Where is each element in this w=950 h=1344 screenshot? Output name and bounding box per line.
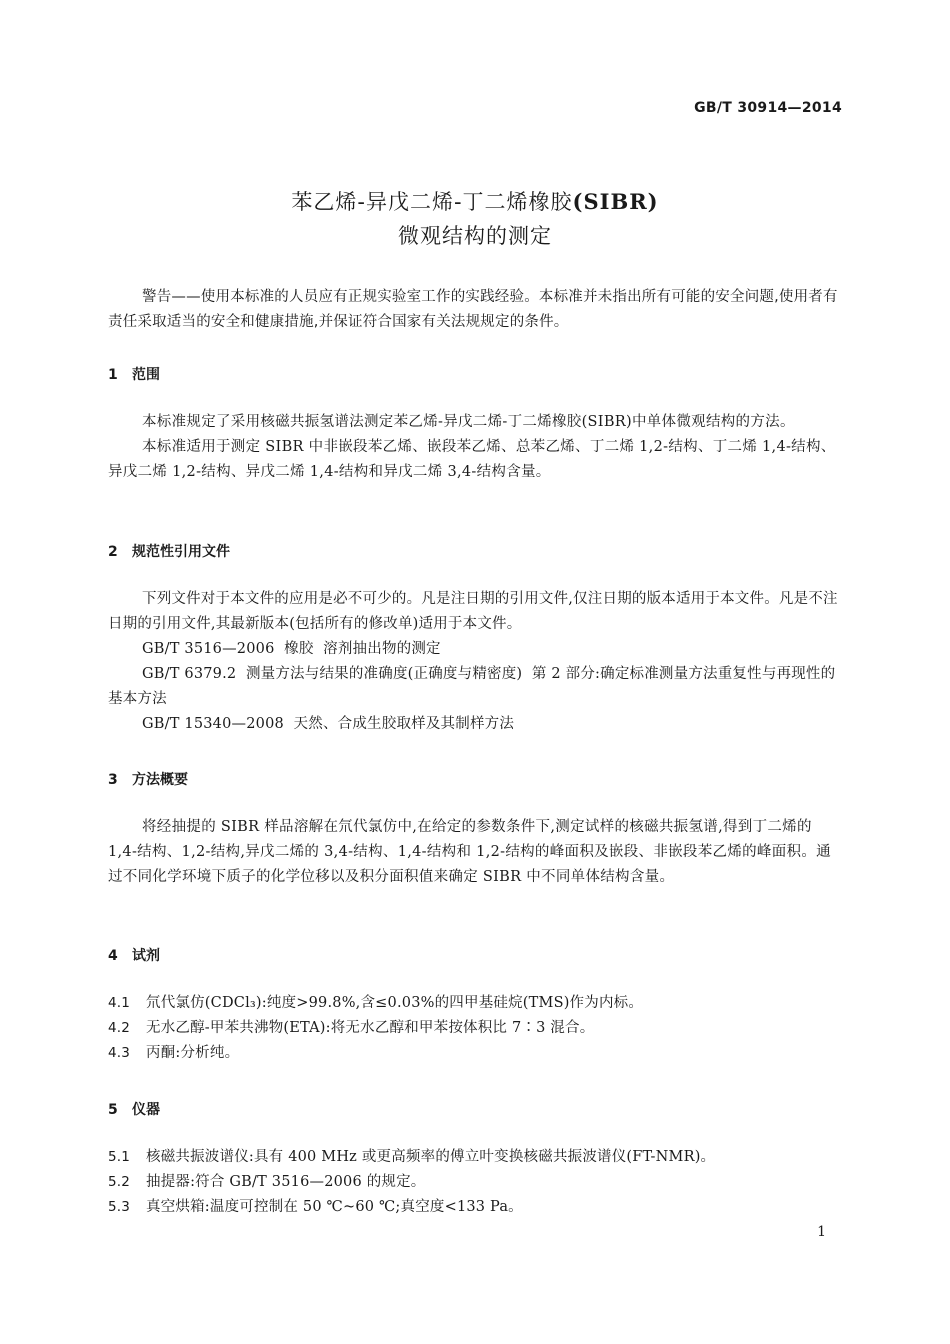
- reference-item-1: GB/T 3516—2006 橡胶 溶剂抽出物的测定: [142, 641, 441, 657]
- clause-text: 氘代氯仿(CDCl₃):纯度>99.8%,含≤0.03%的四甲基硅烷(TMS)作为内标。: [146, 995, 644, 1011]
- reference-item-3: GB/T 15340—2008 天然、合成生胶取样及其制样方法: [142, 716, 515, 732]
- section-5-heading: [108, 1099, 160, 1119]
- standard-number: GB/T 30914—2014: [694, 100, 842, 116]
- clause-number: 4.1: [108, 995, 131, 1011]
- reference-item-2: GB/T 6379.2 测量方法与结果的准确度(正确度与精密度) 第 2 部分:确定标准测量方法重复性与再现性的基本方法: [108, 666, 836, 707]
- section-3-heading: [108, 769, 188, 789]
- apparatus-item: [108, 1170, 426, 1195]
- clause-text: 真空烘箱:温度可控制在 50 ℃~60 ℃;真空度<133 Pa。: [146, 1199, 523, 1215]
- clause-number: 4.3: [108, 1045, 131, 1061]
- warning-paragraph: 警告——使用本标准的人员应有正规实验室工作的实践经验。本标准并未指出所有可能的安全问题,使用者有责任采取适当的安全和健康措施,并保证符合国家有关法规规定的条件。: [108, 289, 838, 330]
- scope-paragraph-1: 本标准规定了采用核磁共振氢谱法测定苯乙烯-异戊二烯-丁二烯橡胶(SIBR)中单体微观结构的方法。: [142, 414, 795, 430]
- apparatus-item: [108, 1145, 715, 1170]
- reagent-item: [108, 1016, 594, 1041]
- section-number: 4: [108, 948, 118, 964]
- apparatus-item: [108, 1195, 523, 1220]
- clause-text: 丙酮:分析纯。: [146, 1045, 240, 1061]
- reagent-item: [108, 991, 643, 1016]
- clause-number: 5.3: [108, 1199, 131, 1215]
- section-title: 范围: [132, 367, 160, 383]
- section-title: 仪器: [132, 1102, 160, 1118]
- document-title-line2: 微观结构的测定: [398, 224, 552, 248]
- section-2-heading: [108, 541, 230, 561]
- normative-intro-paragraph: 下列文件对于本文件的应用是必不可少的。凡是注日期的引用文件,仅注日期的版本适用于本文件。凡是不注日期的引用文件,其最新版本(包括所有的修改单)适用于本文件。: [108, 591, 838, 632]
- clause-text: 核磁共振波谱仪:具有 400 MHz 或更高频率的傅立叶变换核磁共振波谱仪(FT-NMR)。: [146, 1149, 716, 1165]
- scope-paragraph-2: 本标准适用于测定 SIBR 中非嵌段苯乙烯、嵌段苯乙烯、总苯乙烯、丁二烯 1,2-结构、丁二烯 1,4-结构、异戊二烯 1,2-结构、异戊二烯 1,4-结构和异戊二烯 3,4-结构含量。: [108, 439, 836, 480]
- section-number: 2: [108, 544, 118, 560]
- section-number: 1: [108, 367, 118, 383]
- clause-number: 5.1: [108, 1149, 131, 1165]
- section-number: 5: [108, 1102, 118, 1118]
- section-1-body: [108, 410, 843, 485]
- section-3-body: [108, 815, 843, 890]
- clause-number: 4.2: [108, 1020, 131, 1036]
- clause-text: 无水乙醇-甲苯共沸物(ETA):将无水乙醇和甲苯按体积比 7∶3 混合。: [146, 1020, 595, 1036]
- section-2-body: [108, 587, 843, 737]
- title-latin: (SIBR): [572, 189, 659, 214]
- section-number: 3: [108, 772, 118, 788]
- clause-number: 5.2: [108, 1174, 131, 1190]
- section-1-heading: [108, 364, 160, 384]
- section-title: 方法概要: [132, 772, 188, 788]
- title-chinese: 苯乙烯-异戊二烯-丁二烯橡胶: [291, 190, 573, 214]
- clause-text: 抽提器:符合 GB/T 3516—2006 的规定。: [146, 1174, 426, 1190]
- section-title: 规范性引用文件: [132, 544, 230, 560]
- method-summary-paragraph: 将经抽提的 SIBR 样品溶解在氘代氯仿中,在给定的参数条件下,测定试样的核磁共振氢谱,得到丁二烯的 1,4-结构、1,2-结构,异戊二烯的 3,4-结构、1,4-结构和 1,2-结构的峰面积及嵌段、非嵌段苯乙烯的峰面积。通过不同化学环境下质子的化学位移以及积分面积值来确定 SIBR 中不同单体结构含量。: [108, 819, 831, 885]
- reagent-item: [108, 1041, 239, 1066]
- section-title: 试剂: [132, 948, 160, 964]
- document-title-line1: [0, 186, 950, 216]
- page-number: 1: [817, 1224, 826, 1240]
- section-4-heading: [108, 945, 160, 965]
